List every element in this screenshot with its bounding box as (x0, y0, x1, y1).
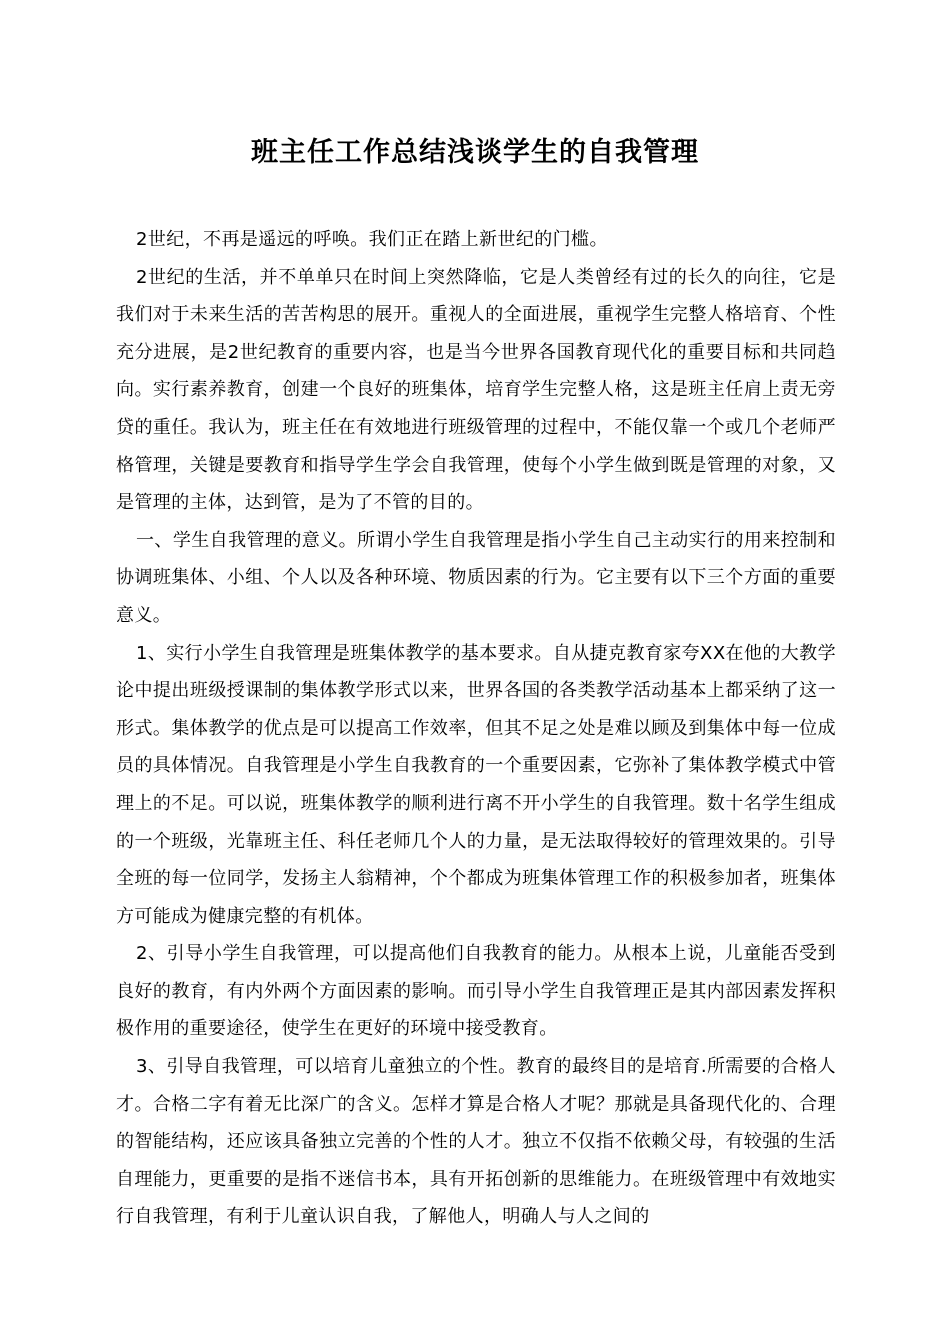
paragraph-point-one: 1、实行小学生自我管理是班集体教学的基本要求。自从捷克教育家夸XX在他的大教学论中提出班级授课制的集体教学形式以来，世界各国的各类教学活动基本上都采纳了这一形式。集体教学的优点是可以提高工作效率，但其不足之处是难以顾及到集体中每一位成员的具体情况。自我管理是小学生自我教育的一个重要因素，它弥补了集体教学模式中管理上的不足。可以说，班集体教学的顺利进行离不开小学生的自我管理。数十名学生组成的一个班级，光靠班主任、科任老师几个人的力量，是无法取得较好的管理效果的。引导全班的每一位同学，发扬主人翁精神，个个都成为班集体管理工作的积极参加者，班集体方可能成为健康完整的有机体。 (116, 642, 836, 927)
document-title: 班主任工作总结浅谈学生的自我管理 (251, 137, 699, 168)
paragraph-intro: 2世纪，不再是遥远的呼唤。我们正在踏上新世纪的门槛。 (136, 229, 608, 250)
paragraph-section-one: 一、学生自我管理的意义。所谓小学生自我管理是指小学生自己主动实行的用来控制和协调班集体、小组、个人以及各种环境、物质因素的行为。它主要有以下三个方面的重要意义。 (116, 529, 836, 626)
paragraph-point-three: 3、引导自我管理，可以培育儿童独立的个性。教育的最终目的是培育.所需要的合格人才。合格二字有着无比深广的含义。怎样才算是合格人才呢？那就是具备现代化的、合理的智能结构，还应该具备独立完善的个性的人才。独立不仅指不依赖父母，有较强的生活自理能力，更重要的是指不迷信书本，具有开拓创新的思维能力。在班级管理中有效地实行自我管理，有利于儿童认识自我，了解他人，明确人与人之间的 (116, 1056, 836, 1228)
paragraph-background: 2世纪的生活，并不单单只在时间上突然降临，它是人类曾经有过的长久的向往，它是我们对于未来生活的苦苦构思的展开。重视人的全面进展，重视学生完整人格培育、个性充分进展，是2世纪教育的重要内容，也是当今世界各国教育现代化的重要目标和共同趋向。实行素养教育，创建一个良好的班集体，培育学生完整人格，这是班主任肩上责无旁贷的重任。我认为，班主任在有效地进行班级管理的过程中，不能仅靠一个或几个老师严格管理，关键是要教育和指导学生学会自我管理，使每个小学生做到既是管理的对象，又是管理的主体，达到管，是为了不管的目的。 (116, 266, 836, 514)
document-body (116, 221, 836, 1236)
paragraph-point-two: 2、引导小学生自我管理，可以提高他们自我教育的能力。从根本上说，儿童能否受到良好的教育，有内外两个方面因素的影响。而引导小学生自我管理正是其内部因素发挥积极作用的重要途径，使学生在更好的环境中接受教育。 (116, 943, 836, 1040)
